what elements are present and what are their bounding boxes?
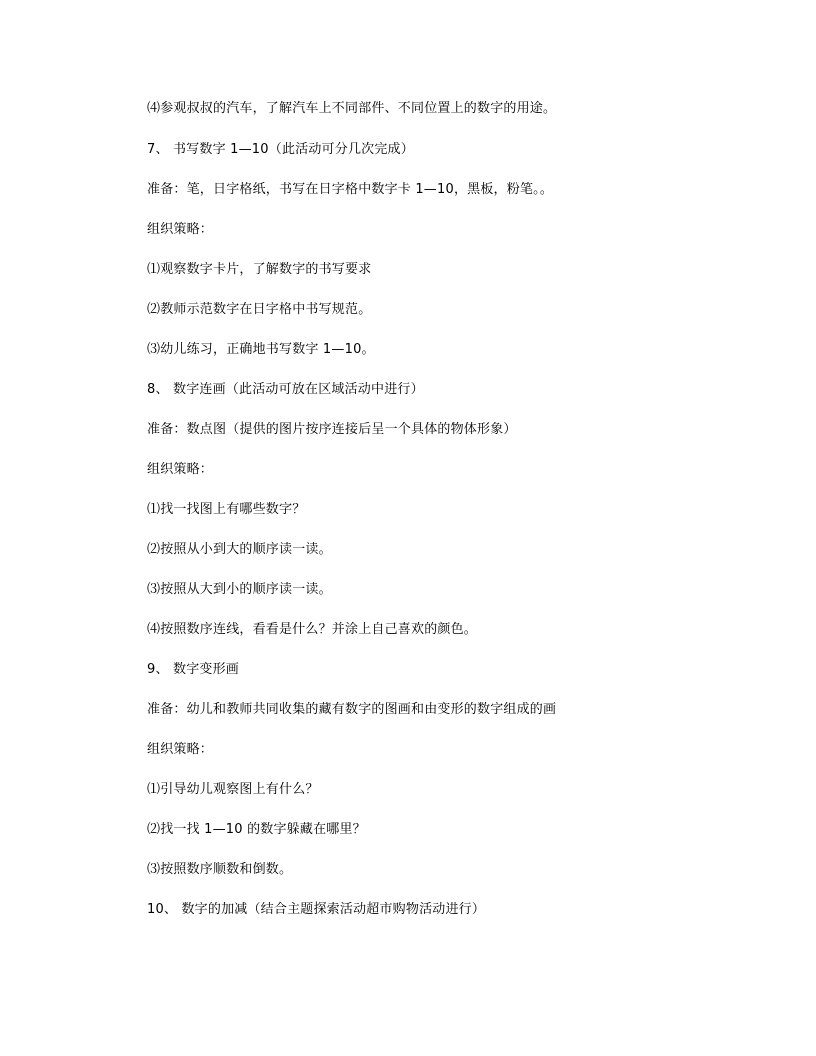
text-line-5: ⑴观察数字卡片，了解数字的书写要求 [147,262,372,277]
strategy-label: 组织策略： [147,222,214,237]
text-line-7: ⑶幼儿练习，正确地书写数字 1—10。 [147,342,375,357]
text-line-9: 准备：数点图（提供的图片按序连接后呈一个具体的物体形象） [147,422,517,437]
section-heading-7: 7、 书写数字 1—10（此活动可分几次完成） [147,142,414,157]
text-line-12: ⑵按照从小到大的顺序读一读。 [147,542,332,557]
text-line-18: ⑴引导幼儿观察图上有什么？ [147,782,319,797]
text-line-6: ⑵教师示范数字在日字格中书写规范。 [147,302,372,317]
text-line-19: ⑵找一找 1—10 的数字躲藏在哪里？ [147,822,366,837]
text-line-1: ⑷参观叔叔的汽车，了解汽车上不同部件、不同位置上的数字的用途。 [147,101,557,116]
strategy-label: 组织策略： [147,462,214,477]
text-line-3: 准备：笔，日字格纸，书写在日字格中数字卡 1—10，黑板，粉笔。。 [147,182,554,197]
text-line-13: ⑶按照从大到小的顺序读一读。 [147,582,332,597]
strategy-label: 组织策略： [147,742,214,757]
text-line-11: ⑴找一找图上有哪些数字？ [147,502,306,517]
section-heading-8: 8、 数字连画（此活动可放在区域活动中进行） [147,382,424,397]
text-line-14: ⑷按照数序连线，看看是什么？并涂上自己喜欢的颜色。 [147,622,478,637]
section-heading-9: 9、 数字变形画 [147,662,240,677]
text-line-16: 准备：幼儿和教师共同收集的藏有数字的图画和由变形的数字组成的画 [147,702,557,717]
text-line-20: ⑶按照数序顺数和倒数。 [147,862,293,877]
section-heading-10: 10、 数字的加减（结合主题探索活动超市购物活动进行） [147,902,486,917]
